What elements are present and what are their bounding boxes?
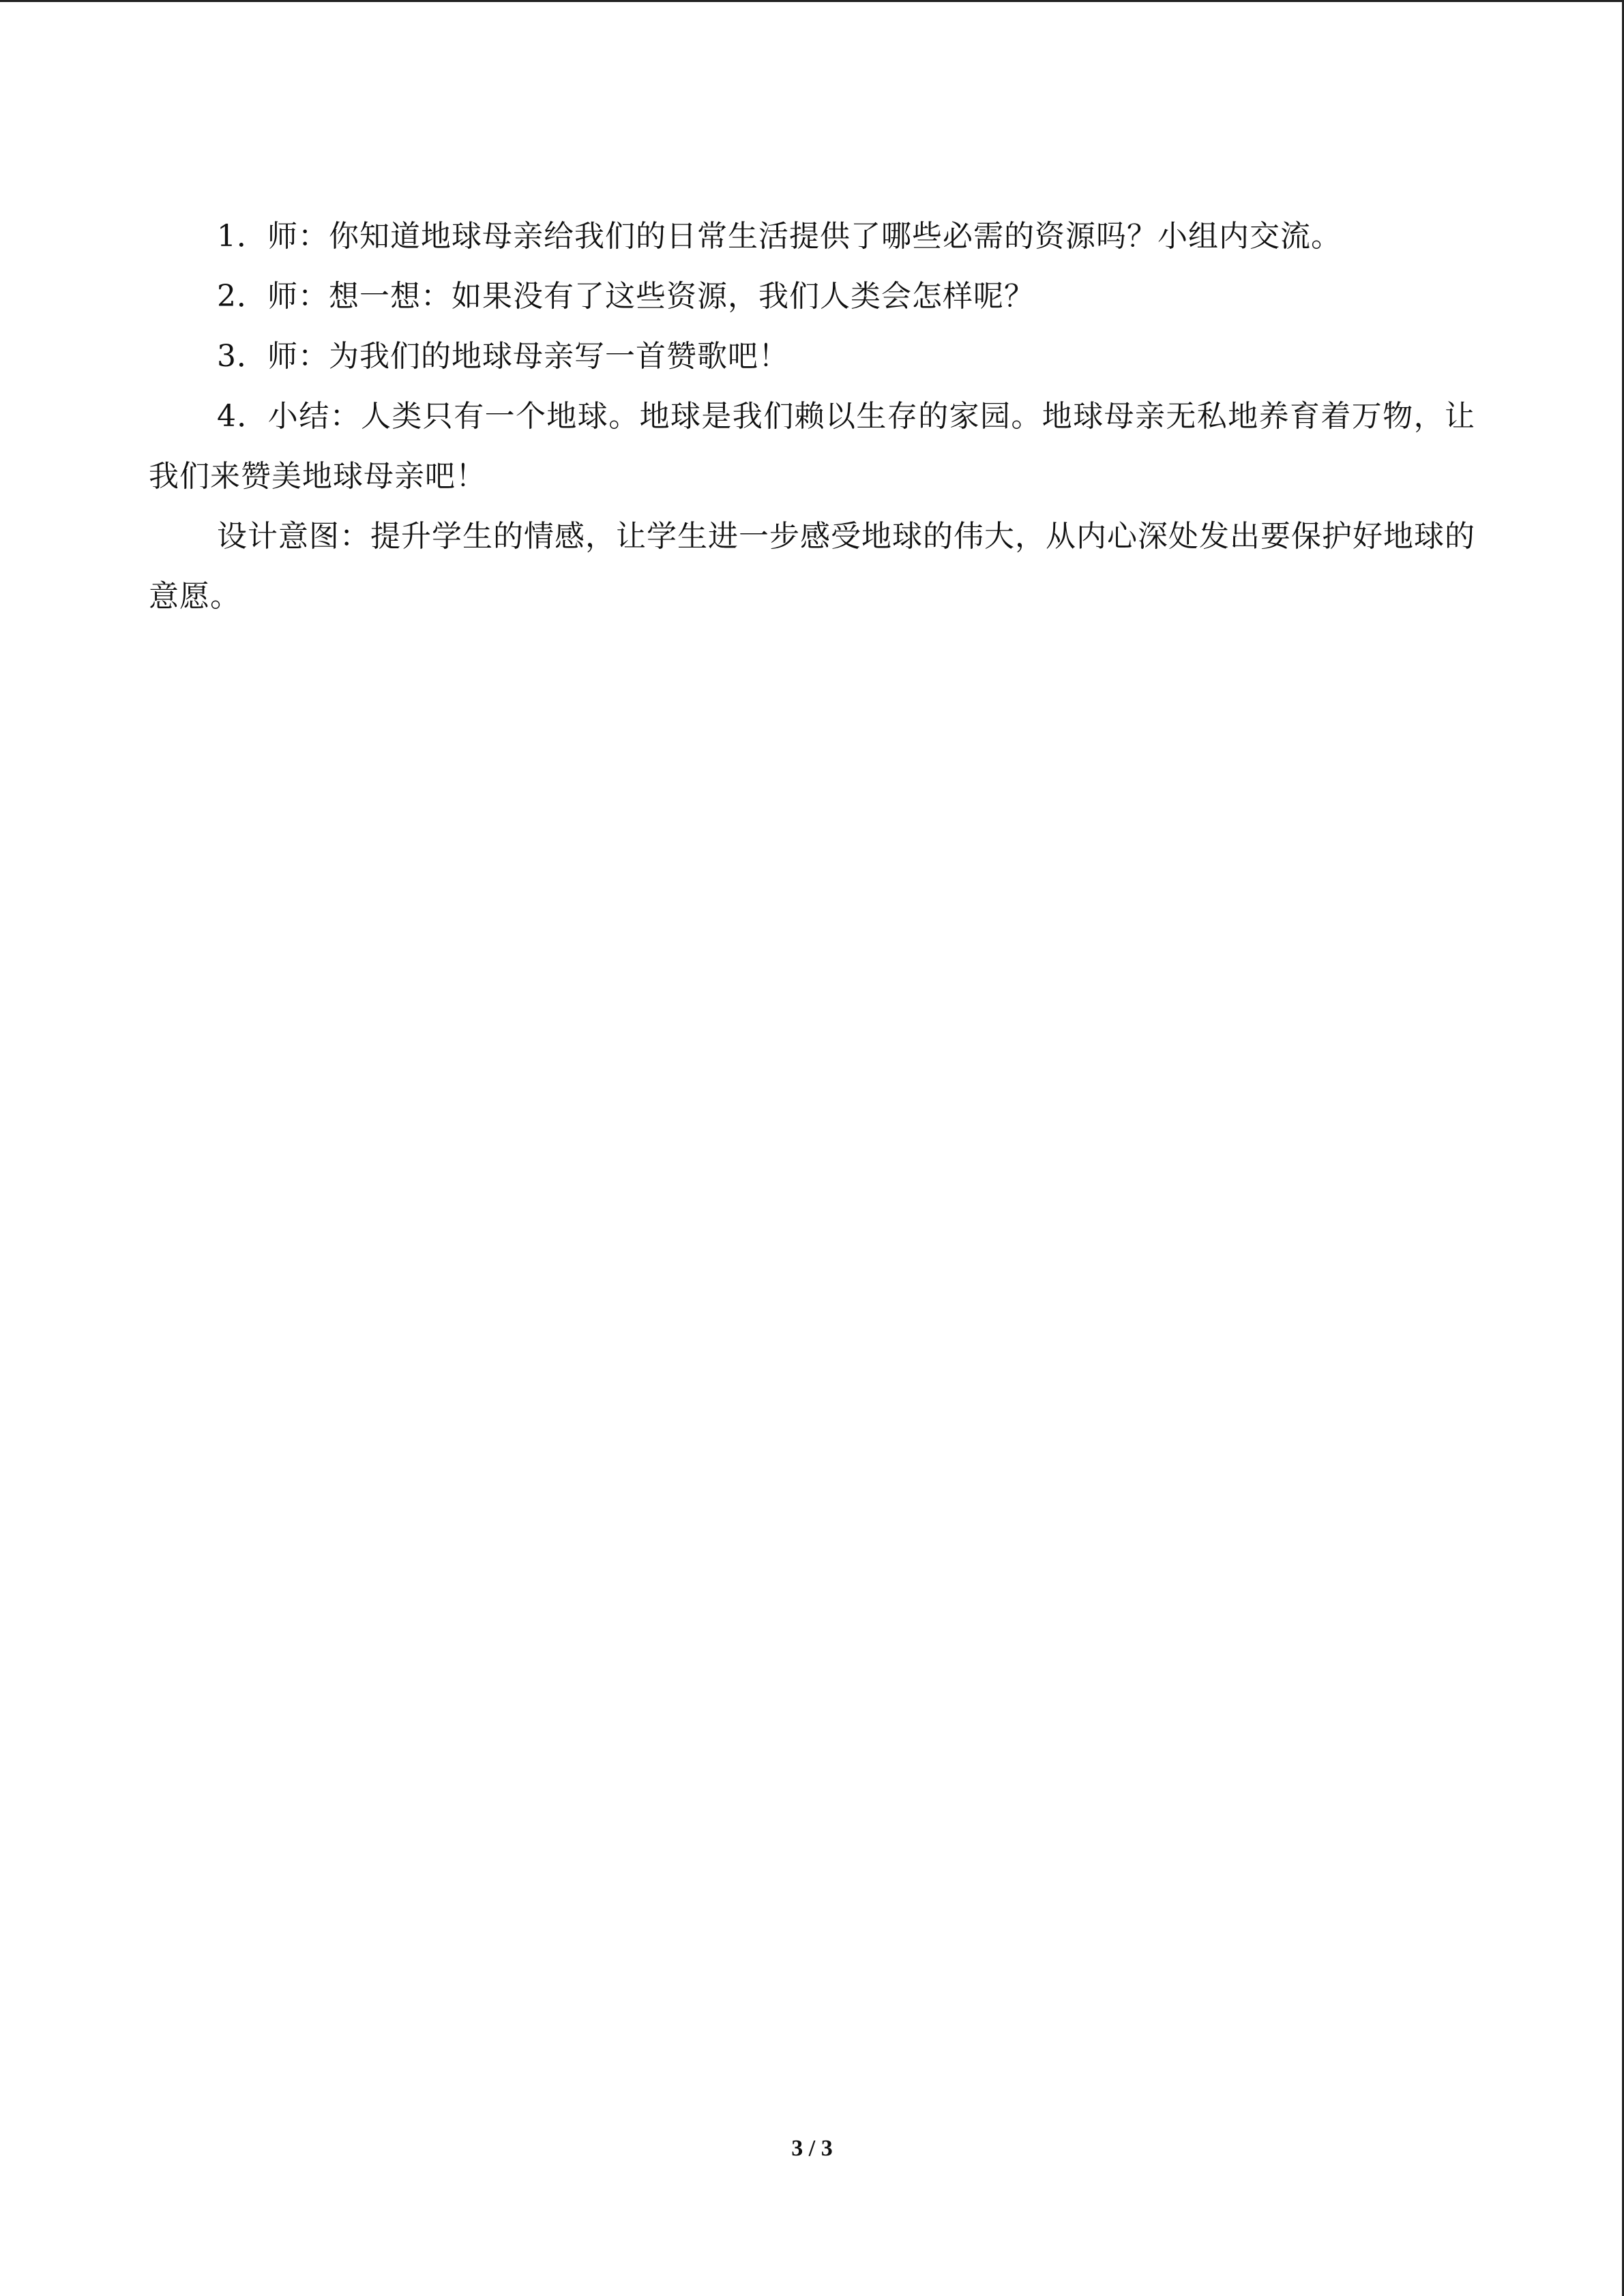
step-2-paragraph: 2．师：想一想：如果没有了这些资源，我们人类会怎样呢？ <box>217 279 1035 314</box>
summary-paragraph: 4．小结：人类只有一个地球。地球是我们赖以生存的家园。地球母亲无私地养育着万物，让我们来赞美地球母亲吧！ <box>149 399 1475 494</box>
document-body <box>149 207 1475 627</box>
step-1-paragraph: 1．师：你知道地球母亲给我们的日常生活提供了哪些必需的资源吗？小组内交流。 <box>217 219 1342 254</box>
step-3-paragraph: 3．师：为我们的地球母亲写一首赞歌吧！ <box>217 339 789 374</box>
design-intent-paragraph: 设计意图：提升学生的情感，让学生进一步感受地球的伟大，从内心深处发出要保护好地球的意愿。 <box>149 519 1475 614</box>
page-number: 3 / 3 <box>791 2136 833 2161</box>
